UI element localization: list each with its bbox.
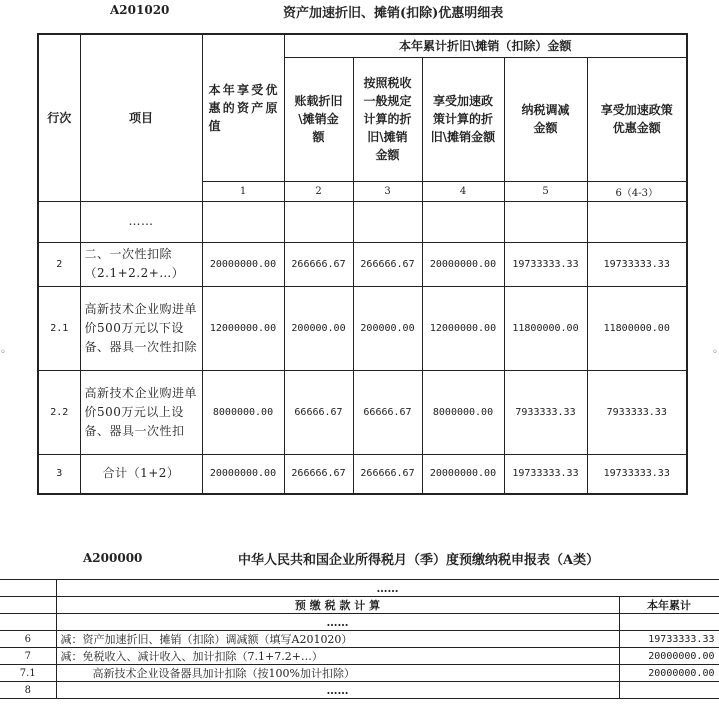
row-no: 6 <box>0 631 56 648</box>
cell-value: 7933333.33 <box>587 370 687 454</box>
table-row <box>38 454 687 494</box>
table1-code: A201020 <box>110 3 170 17</box>
row-no: 2 <box>38 242 80 286</box>
cell-value: 19733333.33 <box>504 454 587 494</box>
cell-value: 20000000.00 <box>422 242 504 286</box>
cell-value: 200000.00 <box>284 286 353 370</box>
cell-value: 66666.67 <box>284 370 353 454</box>
header-group: 本年累计折旧\摊销（扣除）金额 <box>284 34 687 57</box>
col-num-6: 6（4-3） <box>587 181 687 201</box>
table2-title: 中华人民共和国企业所得税月（季）度预缴纳税申报表（A类） <box>238 553 600 568</box>
table-row <box>0 648 719 665</box>
prepayment-tax-table <box>0 579 719 699</box>
row-text: …… <box>56 682 619 699</box>
row-value: 20000000.00 <box>619 648 719 665</box>
row-no: 3 <box>38 454 80 494</box>
row-value <box>619 682 719 699</box>
table-row <box>0 682 719 699</box>
row-no: 8 <box>0 682 56 699</box>
col-num-2: 2 <box>284 181 353 201</box>
row-text: 减：资产加速折旧、摊销（扣除）调减额（填写A201020） <box>56 631 619 648</box>
cell-value: 266666.67 <box>353 454 422 494</box>
table-row <box>38 201 80 242</box>
header-prepay-calc: 预 缴 税 款 计 算 <box>56 597 619 614</box>
table-row <box>38 286 687 370</box>
left-edge-marker: ◦ <box>0 347 6 358</box>
cell-value: 19733333.33 <box>587 242 687 286</box>
row-no: 7.1 <box>0 665 56 682</box>
dots-row: …… <box>56 580 719 597</box>
row-item: 高新技术企业购进单价500万元以下设备、器具一次性扣除 <box>80 286 202 370</box>
accelerated-depreciation-table <box>37 33 688 495</box>
header-item: 项目 <box>80 34 202 201</box>
col-num-5: 5 <box>504 181 587 201</box>
table1-title: 资产加速折旧、摊销(扣除)优惠明细表 <box>283 6 504 21</box>
table-row <box>38 370 687 454</box>
table-row <box>0 665 719 682</box>
cell-value: 19733333.33 <box>504 242 587 286</box>
row-item: 二、一次性扣除（2.1+2.2+…） <box>80 242 202 286</box>
row-value: 19733333.33 <box>619 631 719 648</box>
cell-value: 266666.67 <box>353 242 422 286</box>
right-edge-marker: ◦ <box>712 347 718 358</box>
table-row <box>0 631 719 648</box>
cell-value: 7933333.33 <box>504 370 587 454</box>
header-original-value: 本年享受优惠的资产原值 <box>202 34 284 181</box>
col-num-4: 4 <box>422 181 504 201</box>
cell-value: 8000000.00 <box>422 370 504 454</box>
row-no: 2.1 <box>38 286 80 370</box>
row-item: 高新技术企业购进单价500万元以上设备、器具一次性扣 <box>80 370 202 454</box>
cell-value: 66666.67 <box>353 370 422 454</box>
header-ytd: 本年累计 <box>619 597 719 614</box>
cell-value: 12000000.00 <box>422 286 504 370</box>
cell-value: 8000000.00 <box>202 370 284 454</box>
row-value: 20000000.00 <box>619 665 719 682</box>
header-accelerated-amount: 享受加速政策计算的折旧\摊销金额 <box>422 57 504 181</box>
row-text: 高新技术企业设备器具加计扣除（按100%加计扣除） <box>56 665 619 682</box>
dots-row: …… <box>56 614 619 631</box>
cell-value: 12000000.00 <box>202 286 284 370</box>
row-item: 合计（1+2） <box>80 454 202 494</box>
cell-value: 11800000.00 <box>587 286 687 370</box>
cell-value: 11800000.00 <box>504 286 587 370</box>
table2-code: A200000 <box>83 551 143 565</box>
table-row <box>38 242 687 286</box>
row-no: 2.2 <box>38 370 80 454</box>
header-book-amount: 账载折旧\摊销金额 <box>284 57 353 181</box>
cell-value: 19733333.33 <box>587 454 687 494</box>
cell-value: 266666.67 <box>284 242 353 286</box>
col-num-3: 3 <box>353 181 422 201</box>
row-text: 减：免税收入、减计收入、加计扣除（7.1+7.2+…） <box>56 648 619 665</box>
cell-value: 20000000.00 <box>202 242 284 286</box>
header-general-amount: 按照税收一般规定计算的折旧\摊销金额 <box>353 57 422 181</box>
cell-value: 20000000.00 <box>422 454 504 494</box>
ellipsis-cell: …… <box>80 201 202 242</box>
row-no: 7 <box>0 648 56 665</box>
cell-value: 200000.00 <box>353 286 422 370</box>
cell-value: 20000000.00 <box>202 454 284 494</box>
cell-value: 266666.67 <box>284 454 353 494</box>
header-preferential: 享受加速政策优惠金额 <box>587 57 687 181</box>
header-row-no: 行次 <box>38 34 80 201</box>
header-tax-reduction: 纳税调减金额 <box>504 57 587 181</box>
col-num-1: 1 <box>202 181 284 201</box>
